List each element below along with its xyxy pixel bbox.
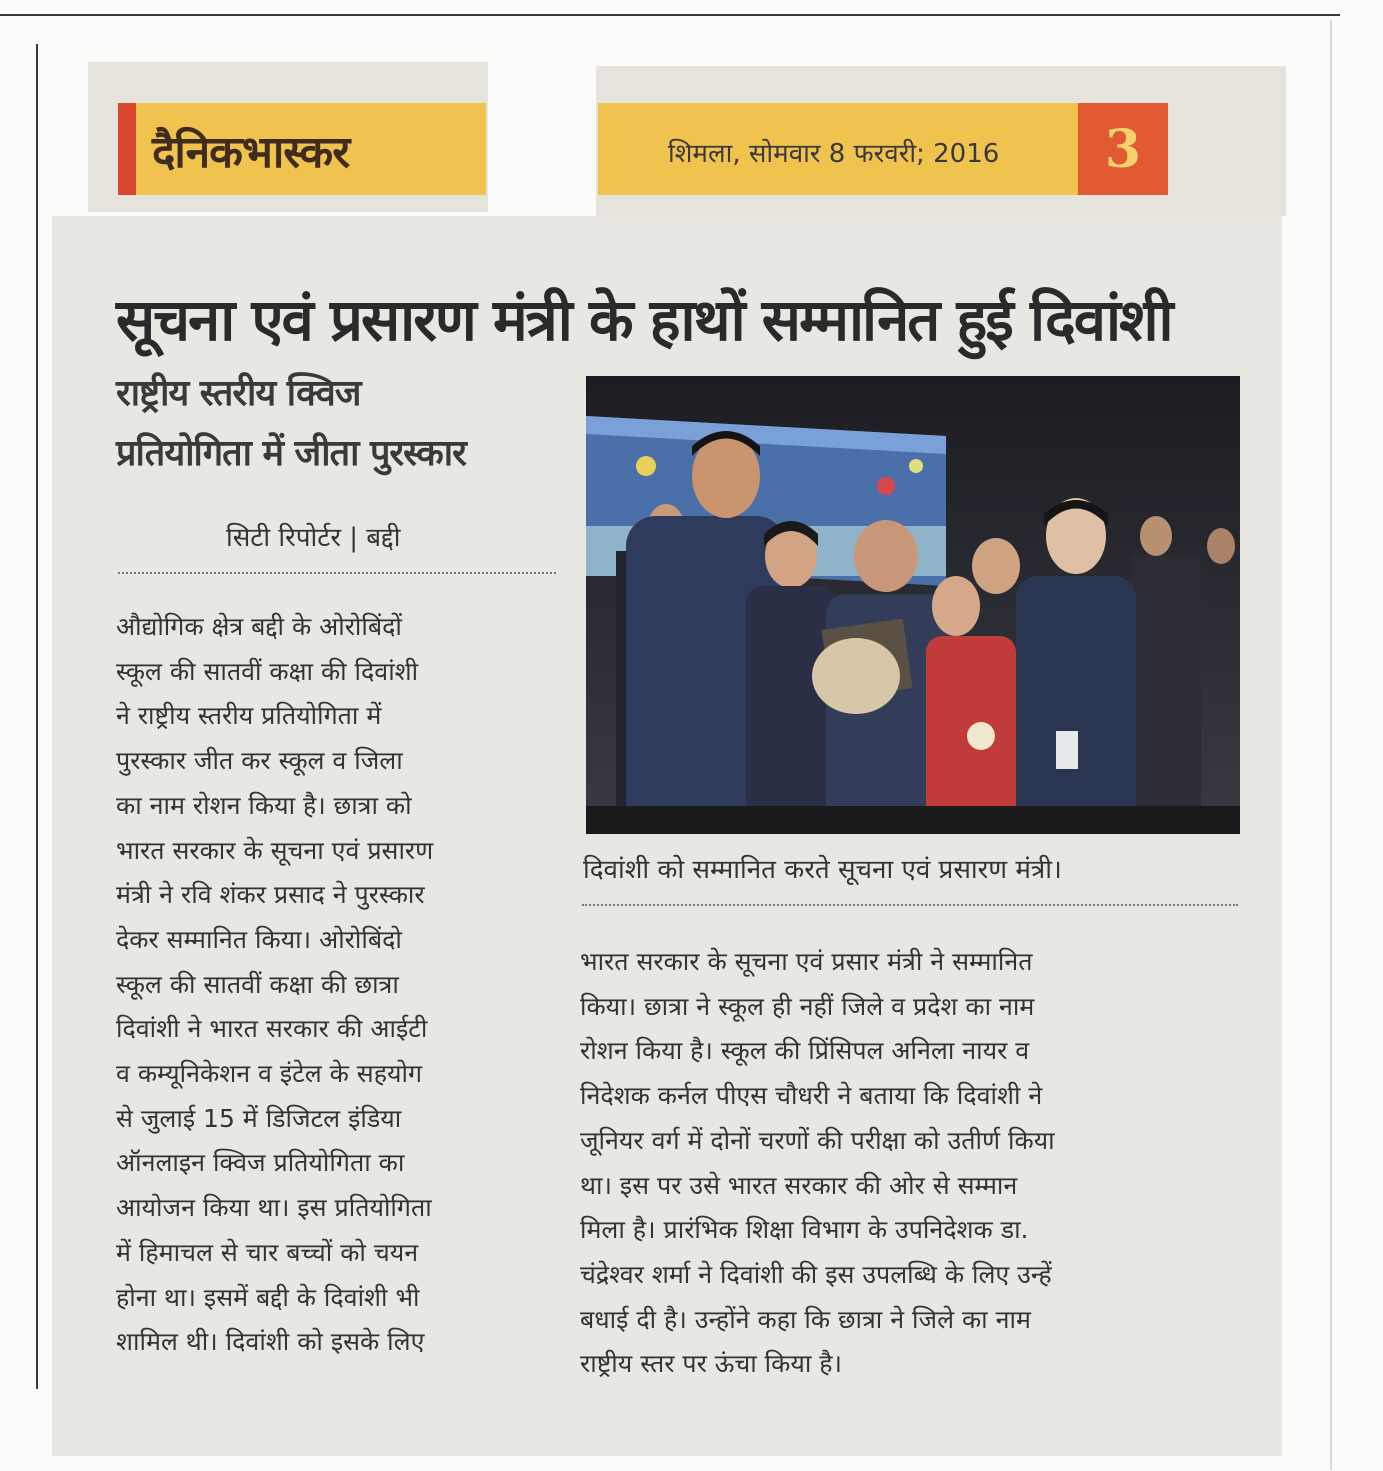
body-line: था। इस पर उसे भारत सरकार की ओर से सम्मान	[580, 1170, 1018, 1200]
body-line: व कम्यूनिकेशन व इंटेल के सहयोग	[116, 1059, 423, 1089]
page-number: 3	[1104, 118, 1142, 180]
byline: सिटी रिपोर्टर | बद्दी	[226, 523, 401, 553]
page-number-box	[1078, 103, 1168, 195]
scan-border-right	[1330, 20, 1332, 1470]
body-line: स्कूल की सातवीं कक्षा की छात्रा	[116, 969, 399, 999]
body-line: ने राष्ट्रीय स्तरीय प्रतियोगिता में	[116, 701, 382, 731]
body-line: भारत सरकार के सूचना एवं प्रसार मंत्री ने सम्मानित	[580, 947, 1033, 976]
masthead-red-stripe	[118, 103, 136, 195]
body-line: स्कूल की सातवीं कक्षा की दिवांशी	[116, 656, 419, 686]
body-line: आयोजन किया था। इस प्रतियोगिता	[116, 1193, 432, 1223]
photo-caption: दिवांशी को सम्मानित करते सूचना एवं प्रसारण मंत्री।	[583, 855, 1062, 885]
body-line: पुरस्कार जीत कर स्कूल व जिला	[116, 746, 403, 776]
scan-border-left	[36, 44, 38, 1389]
article-body-left-column	[116, 605, 556, 1365]
body-line: का नाम रोशन किया है। छात्रा को	[116, 790, 412, 820]
body-line: जूनियर वर्ग में दोनों चरणों की परीक्षा को उतीर्ण किया	[580, 1125, 1055, 1155]
article-body-right-column	[580, 940, 1236, 1387]
newspaper-logo: दैनिकभास्कर	[152, 127, 350, 178]
subheadline-line: प्रतियोगिता में जीता पुरस्कार	[116, 433, 466, 474]
body-line: निदेशक कर्नल पीएस चौधरी ने बताया कि दिवांशी ने	[580, 1081, 1043, 1111]
body-line: शामिल थी। दिवांशी को इसके लिए	[116, 1327, 425, 1357]
body-line: में हिमाचल से चार बच्चों को चयन	[116, 1237, 419, 1267]
body-line: रोशन किया है। स्कूल की प्रिंसिपल अनिला नायर व	[580, 1036, 1030, 1066]
headline: सूचना एवं प्रसारण मंत्री के हाथों सम्मानित हुई दिवांशी	[116, 286, 1172, 354]
body-line: देकर सम्मानित किया। ओरोबिंदो	[116, 924, 402, 954]
award-ceremony-photo	[586, 376, 1240, 834]
body-line: किया। छात्रा ने स्कूल ही नहीं जिले व प्रदेश का नाम	[580, 991, 1035, 1021]
body-line: मिला है। प्रारंभिक शिक्षा विभाग के उपनिदेशक डा.	[580, 1215, 1029, 1245]
caption-rule	[582, 904, 1238, 906]
subheadline-line: राष्ट्रीय स्तरीय क्विज	[116, 373, 361, 414]
body-line: ऑनलाइन क्विज प्रतियोगिता का	[116, 1148, 405, 1178]
body-line: दिवांशी ने भारत सरकार की आईटी	[116, 1014, 428, 1044]
body-line: मंत्री ने रवि शंकर प्रसाद ने पुरस्कार	[116, 880, 425, 910]
body-line: औद्योगिक क्षेत्र बद्दी के ओरोबिंदों	[116, 612, 402, 641]
body-line: चंद्रेश्वर शर्मा ने दिवांशी की इस उपलब्धि के लिए उन्हें	[580, 1259, 1052, 1289]
body-line: राष्ट्रीय स्तर पर ऊंचा किया है।	[580, 1349, 843, 1379]
subheadline	[116, 364, 566, 484]
dateline: शिमला, सोमवार 8 फरवरी; 2016	[668, 139, 1000, 169]
body-line: भारत सरकार के सूचना एवं प्रसारण	[116, 835, 434, 865]
body-line: बधाई दी है। उन्होंने कहा कि छात्रा ने जिले का नाम	[580, 1304, 1031, 1334]
body-line: होना था। इसमें बद्दी के दिवांशी भी	[116, 1282, 420, 1312]
byline-rule	[118, 572, 556, 574]
body-line: से जुलाई 15 में डिजिटल इंडिया	[116, 1103, 402, 1133]
scan-border-top	[0, 14, 1340, 16]
